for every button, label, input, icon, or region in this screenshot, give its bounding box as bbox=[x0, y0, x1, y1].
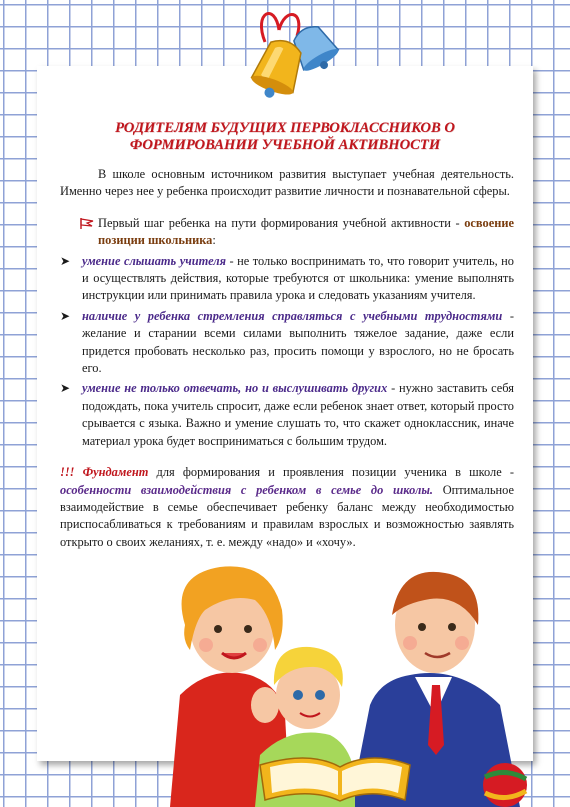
arrow-bullet-icon: ➤ bbox=[60, 253, 71, 268]
page-title bbox=[80, 120, 490, 153]
first-step-text: Первый шаг ребенка на пути формирования учебной активности - bbox=[98, 215, 465, 230]
first-step-tail: : bbox=[212, 233, 216, 248]
foundation-paragraph bbox=[60, 464, 514, 551]
article-body bbox=[60, 166, 514, 551]
first-step-paragraph bbox=[60, 215, 514, 250]
bullet-item bbox=[60, 253, 514, 305]
title-line-1: РОДИТЕЛЯМ БУДУЩИХ ПЕРВОКЛАССНИКОВ О bbox=[115, 120, 455, 136]
flag-icon bbox=[80, 218, 94, 229]
bullet-text: - не только воспринимать то, что говорит учитель, но и осуществлять действия, которые требуются от школьника: умение выполнять инструкции или принимать правила урока и следовать указаниям учителя. bbox=[82, 253, 515, 303]
bullet-text: - желание и старании всеми силами выполнить тяжелое задание, даже если придется пробовать несколько раз, просить помощи у взрослого, но не бросать его. bbox=[82, 308, 514, 376]
foundation-highlight: особенности взаимодействия с ребенком в семье до школы. bbox=[60, 482, 434, 497]
bullet-text: - нужно заставить себя подождать, пока учитель спросит, даже если ребенок знает ответ, который просто срывается с языка. Важно и умение слушать то, что скажет одноклассник, иначе материал урока будет восприниматься с большим трудом. bbox=[82, 381, 514, 448]
arrow-bullet-icon: ➤ bbox=[60, 381, 71, 396]
title-line-2: ФОРМИРОВАНИИ УЧЕБНОЙ АКТИВНОСТИ bbox=[129, 136, 441, 153]
bullet-item bbox=[60, 380, 514, 450]
school-bells-icon bbox=[235, 2, 345, 112]
bullet-item bbox=[60, 308, 514, 378]
bullet-lead: наличие у ребенка стремления справляться с учебными трудностями bbox=[82, 308, 503, 323]
arrow-bullet-icon: ➤ bbox=[60, 308, 71, 323]
foundation-text-2: Оптимальное взаимодействие в семье обеспечивает ребенку баланс между необходимостью приспосабливаться к требованиям и правилам взрослых и возможностью заявлять открыто о своих желаниях, т. е. между «надо» и «хочу». bbox=[60, 482, 514, 549]
family-illustration bbox=[160, 555, 530, 807]
foundation-text-1: для формирования и проявления позиции ученика в школе - bbox=[148, 465, 515, 480]
intro-paragraph: В школе основным источником развития выступает учебная деятельность. Именно через нее у ребенка происходит развитие личности и познавательной сферы. bbox=[60, 167, 514, 199]
foundation-marker: !!! Фундамент bbox=[60, 465, 149, 480]
first-step-highlight: освоение позиции школьника bbox=[98, 215, 514, 248]
bullet-lead: умение не только отвечать, но и выслушивать других bbox=[82, 381, 388, 396]
bullet-lead: умение слышать учителя bbox=[82, 253, 227, 268]
